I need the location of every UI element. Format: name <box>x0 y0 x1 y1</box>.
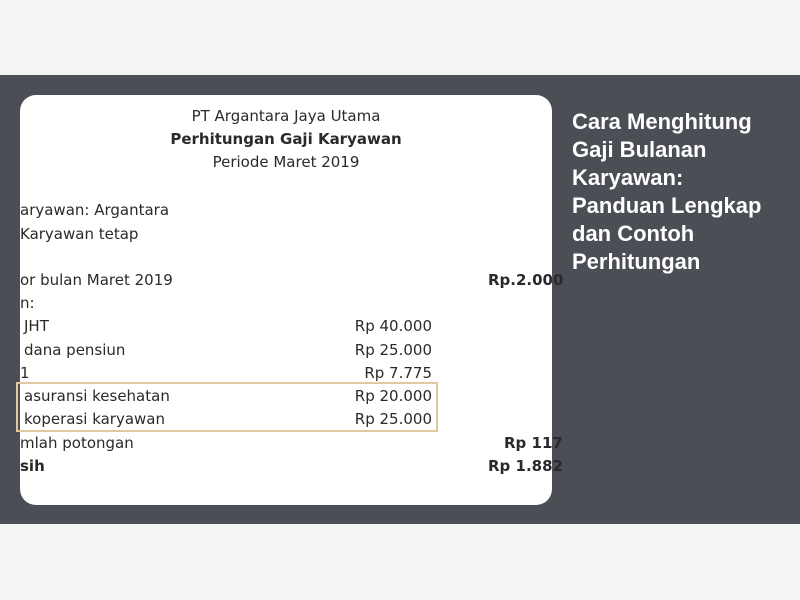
deduction-amount: Rp 40.000 <box>354 317 432 335</box>
company-name: PT Argantara Jaya Utama <box>191 107 381 125</box>
employee-status: Karyawan tetap <box>20 225 139 243</box>
total-deductions-label: mlah potongan <box>20 434 134 452</box>
deduction-label: dana pensiun <box>24 341 126 359</box>
article-headline[interactable]: Cara Menghitung Gaji Bulanan Karyawan: Panduan Lengkap dan Contoh Perhitungan <box>572 109 762 274</box>
total-deductions-value: Rp 117 <box>504 434 563 452</box>
deduction-label: asuransi kesehatan <box>24 387 170 405</box>
deduction-amount: Rp 7.775 <box>364 364 432 382</box>
document-period: Periode Maret 2019 <box>212 153 360 171</box>
payslip-image <box>20 95 564 505</box>
deduction-amount: Rp 25.000 <box>354 341 432 359</box>
deduction-label: koperasi karyawan <box>24 410 166 428</box>
deduction-label: 1 <box>20 364 30 382</box>
deductions-label: n: <box>20 294 35 312</box>
deduction-label: JHT <box>24 317 49 335</box>
gross-label: or bulan Maret 2019 <box>20 271 173 289</box>
document-title: Perhitungan Gaji Karyawan <box>170 130 402 148</box>
deduction-amount: Rp 25.000 <box>354 410 432 428</box>
net-salary-value: Rp 1.882 <box>488 457 563 475</box>
net-salary-label: sih <box>20 457 45 475</box>
employee-name: aryawan: Argantara <box>20 201 170 219</box>
deduction-amount: Rp 20.000 <box>354 387 432 405</box>
gross-total: Rp.2.000 <box>488 271 564 289</box>
